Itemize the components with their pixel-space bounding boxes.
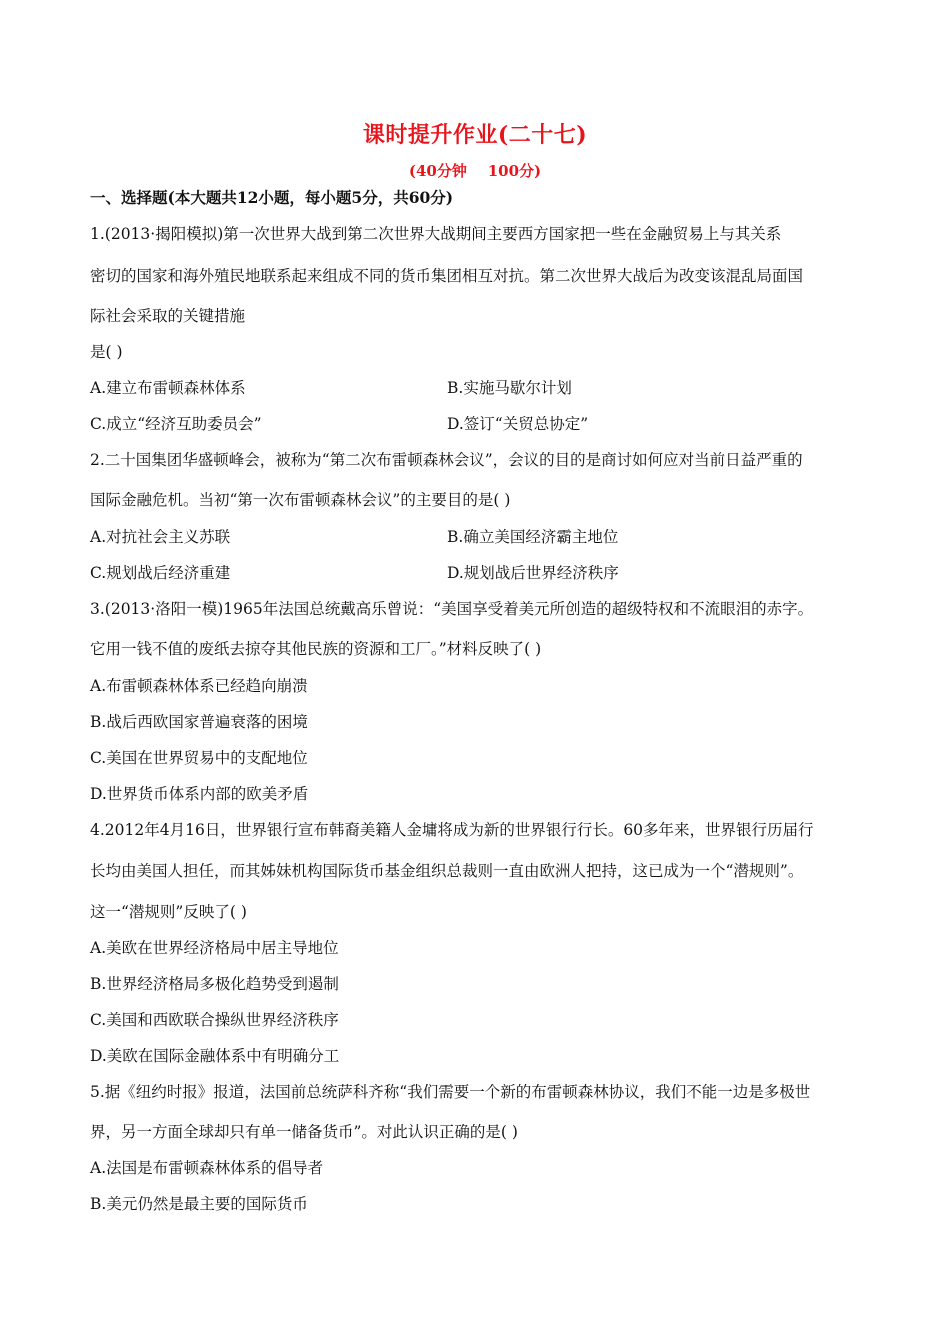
question-5-line-2: 界，另一方面全球却只有单一储备货币”。对此认识正确的是( ) xyxy=(90,1123,518,1141)
question-1-line-2: 密切的国家和海外殖民地联系起来组成不同的货币集团相互对抗。第二次世界大战后为改变该混乱局面国 xyxy=(90,267,804,285)
question-2-option-d: D.规划战后世界经济秩序 xyxy=(447,564,619,582)
page-subtitle: (40分钟 100分) xyxy=(408,162,542,180)
question-5-line-1: 5.据《纽约时报》报道，法国前总统萨科齐称“我们需要一个新的布雷顿森林协议，我们不能一边是多极世 xyxy=(90,1083,811,1101)
question-1-option-c: C.成立“经济互助委员会” xyxy=(90,415,262,433)
question-4-line-1: 4.2012年4月16日，世界银行宣布韩裔美籍人金墉将成为新的世界银行行长。60多年来，世界银行历届行 xyxy=(90,821,814,839)
question-3-option-a: A.布雷顿森林体系已经趋向崩溃 xyxy=(90,677,308,695)
question-2-options-row-2 xyxy=(90,563,619,583)
section-heading: 一、选择题(本大题共12小题，每小题5分，共60分) xyxy=(90,188,454,207)
question-1-option-b: B.实施马歇尔计划 xyxy=(447,379,572,397)
question-2-options-row-1 xyxy=(90,527,619,547)
question-1-option-d: D.签订“关贸总协定” xyxy=(447,415,589,433)
question-5-option-a: A.法国是布雷顿森林体系的倡导者 xyxy=(90,1159,324,1177)
question-1-option-a: A.建立布雷顿森林体系 xyxy=(90,379,246,397)
question-3-line-2: 它用一钱不值的废纸去掠夺其他民族的资源和工厂。”材料反映了( ) xyxy=(90,640,542,658)
question-3-option-c: C.美国在世界贸易中的支配地位 xyxy=(90,749,308,767)
question-1-options-row-2 xyxy=(90,414,589,434)
question-4-option-a: A.美欧在世界经济格局中居主导地位 xyxy=(90,939,339,957)
question-2-option-a: A.对抗社会主义苏联 xyxy=(90,528,231,546)
question-1-line-1: 1.(2013·揭阳模拟)第一次世界大战到第二次世界大战期间主要西方国家把一些在金融贸易上与其关系 xyxy=(90,225,782,243)
question-2-option-c: C.规划战后经济重建 xyxy=(90,564,231,582)
question-3-option-b: B.战后西欧国家普遍衰落的困境 xyxy=(90,713,308,731)
question-4-option-b: B.世界经济格局多极化趋势受到遏制 xyxy=(90,975,339,993)
question-4-option-d: D.美欧在国际金融体系中有明确分工 xyxy=(90,1047,340,1065)
question-2-option-b: B.确立美国经济霸主地位 xyxy=(447,528,619,546)
question-4-option-c: C.美国和西欧联合操纵世界经济秩序 xyxy=(90,1011,339,1029)
question-1-options-row-1 xyxy=(90,378,572,398)
page-title: 课时提升作业(二十七) xyxy=(362,122,588,148)
question-3-line-1: 3.(2013·洛阳一模)1965年法国总统戴高乐曾说：“美国享受着美元所创造的超级特权和不流眼泪的赤字。 xyxy=(90,600,814,618)
question-1-line-4: 是( ) xyxy=(90,343,123,361)
question-1-line-3: 际社会采取的关键措施 xyxy=(90,307,246,325)
question-4-line-3: 这一“潜规则”反映了( ) xyxy=(90,903,247,921)
question-2-line-1: 2.二十国集团华盛顿峰会，被称为“第二次布雷顿森林会议”，会议的目的是商讨如何应对当前日益严重的 xyxy=(90,451,803,469)
question-4-line-2: 长均由美国人担任，而其姊妹机构国际货币基金组织总裁则一直由欧洲人把持，这已成为一个“潜规则”。 xyxy=(90,862,804,880)
question-3-option-d: D.世界货币体系内部的欧美矛盾 xyxy=(90,785,309,803)
question-2-line-2: 国际金融危机。当初“第一次布雷顿森林会议”的主要目的是( ) xyxy=(90,491,511,509)
question-5-option-b: B.美元仍然是最主要的国际货币 xyxy=(90,1195,308,1213)
